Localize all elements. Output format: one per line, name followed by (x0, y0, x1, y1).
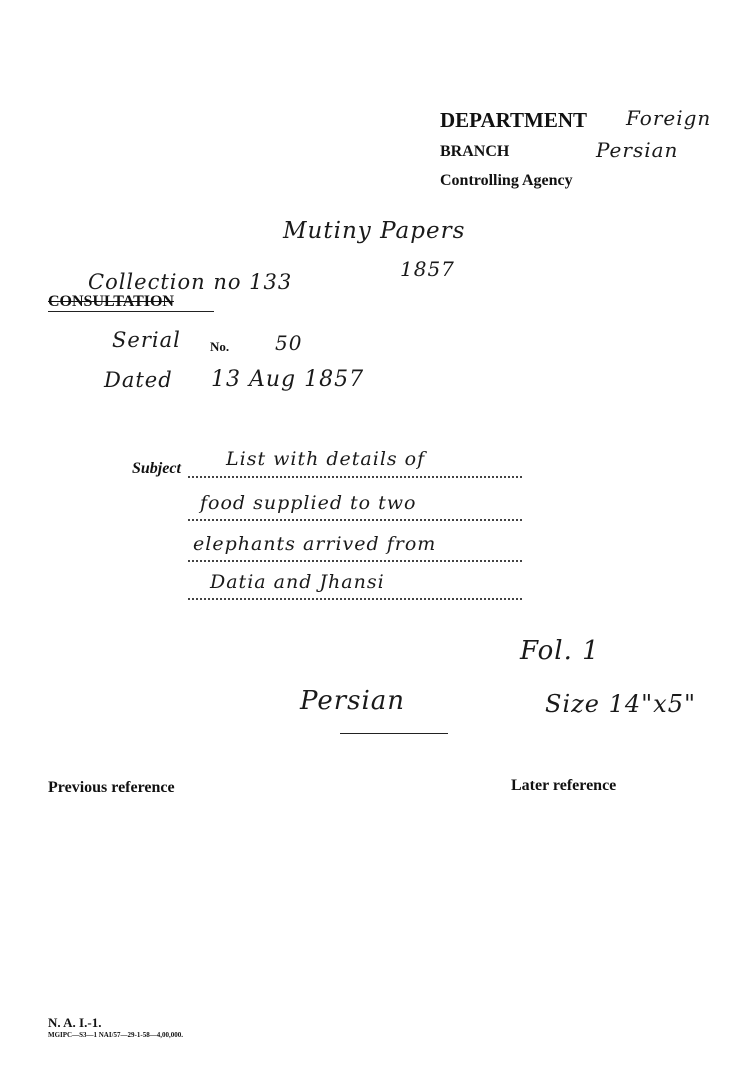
subject-line-2: food supplied to two (200, 492, 417, 514)
controlling-agency-label: Controlling Agency (440, 172, 573, 189)
dated-value: 13 Aug 1857 (211, 367, 365, 392)
language-annotation: Persian (300, 686, 406, 716)
subject-line-3: elephants arrived from (193, 533, 437, 555)
mutiny-papers-year: 1857 (400, 257, 455, 281)
department-label: DEPARTMENT (440, 108, 588, 132)
mutiny-papers-title: Mutiny Papers (283, 218, 466, 244)
collection-number: Collection no 133 (88, 270, 293, 294)
folio-annotation: Fol. 1 (520, 636, 600, 666)
serial-no-label: No. (210, 339, 230, 354)
subject-dotline-3 (188, 560, 522, 562)
subject-line-1: List with details of (226, 448, 426, 470)
branch-label: BRANCH (440, 143, 510, 160)
footer-print-line: MGIPC—S3—1 NAI/57—29-1-58—4,00,000. (48, 1031, 183, 1039)
subject-line-4: Datia and Jhansi (210, 571, 385, 593)
consultation-label: CONSULTATION (48, 293, 174, 310)
language-underline (340, 733, 448, 734)
subject-label: Subject (132, 460, 181, 477)
subject-dotline-4 (188, 598, 522, 600)
previous-reference-label: Previous reference (48, 779, 175, 796)
later-reference-label: Later reference (511, 777, 617, 794)
footer-code: N. A. I.-1. (48, 1015, 102, 1030)
serial-value: 50 (275, 331, 303, 355)
consultation-underline (48, 311, 214, 312)
department-value: Foreign (626, 106, 712, 130)
subject-dotline-2 (188, 519, 522, 521)
dated-hand-label: Dated (104, 368, 173, 392)
serial-hand-label: Serial (112, 328, 181, 352)
branch-value: Persian (596, 138, 679, 162)
subject-dotline-1 (188, 476, 522, 478)
size-annotation: Size 14"x5" (545, 690, 697, 718)
